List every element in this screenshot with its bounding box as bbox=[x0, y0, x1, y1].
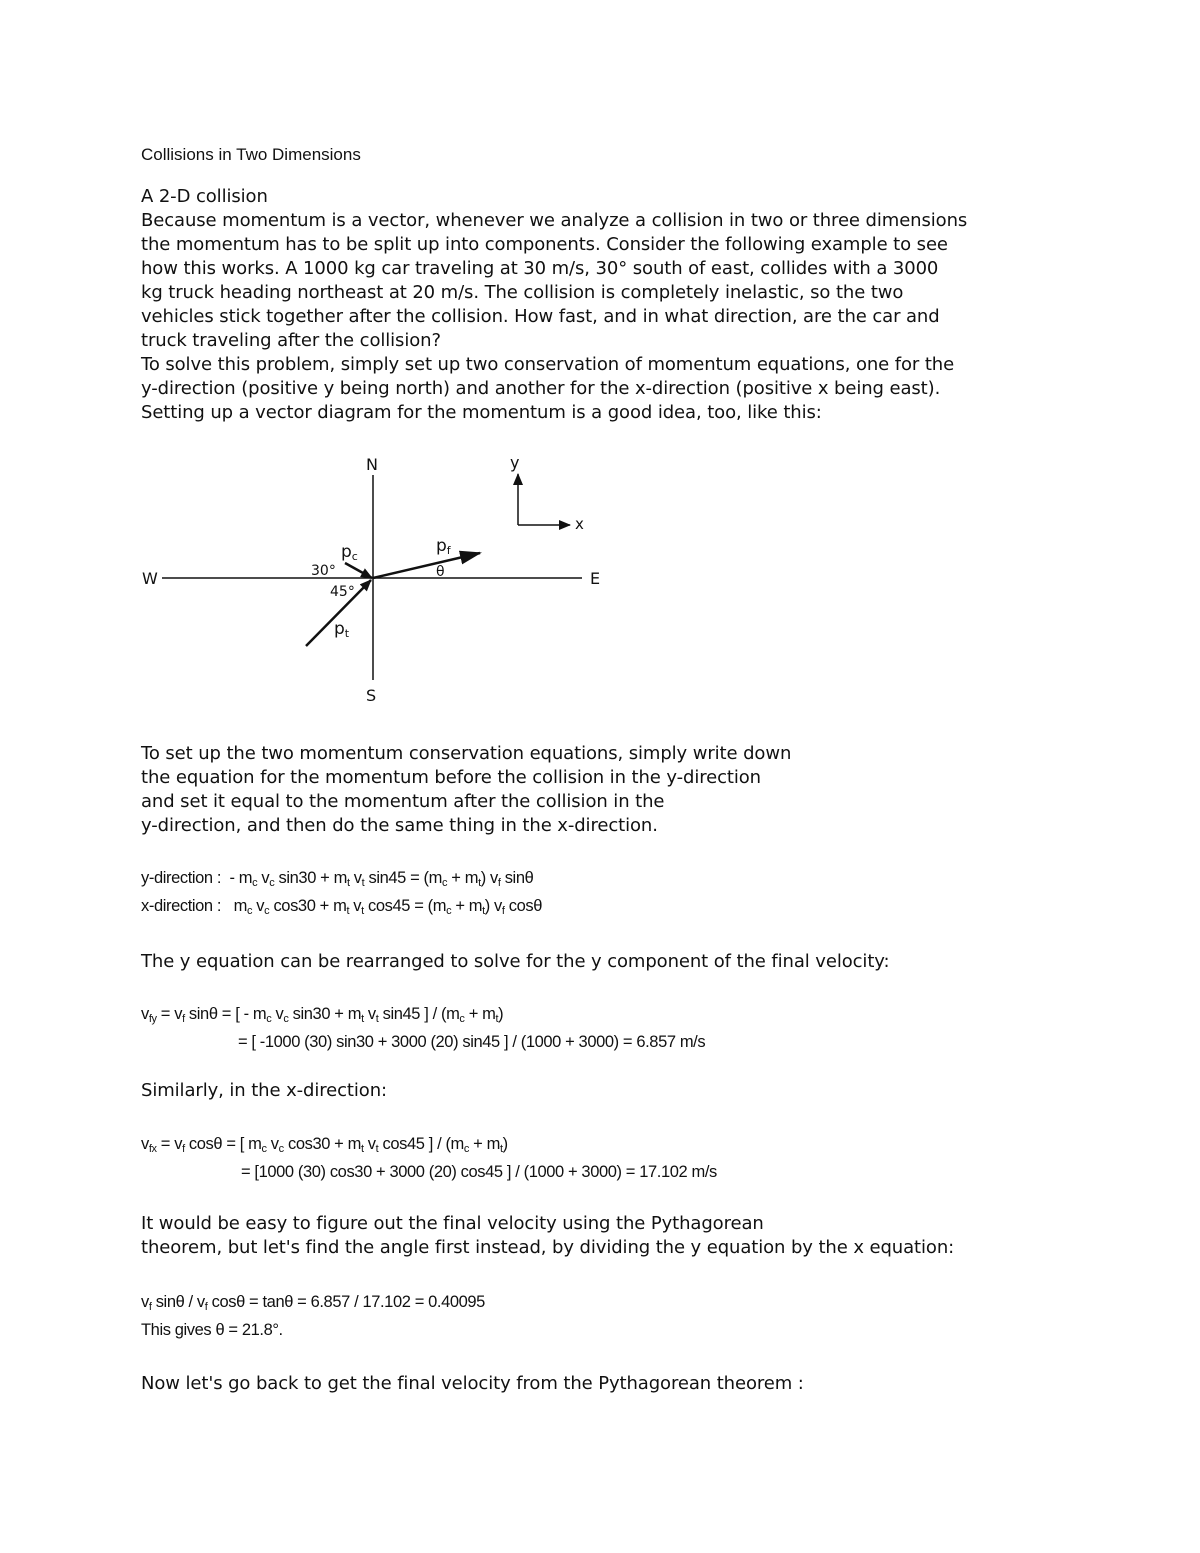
text-line: vehicles stick together after the collision. How fast, and in what direction, are the car and bbox=[141, 306, 940, 327]
x-direction-equation: x-direction : $m_c$ $v_c$ $\cos 30 + m_t$ $v_t$ $\cos 45 = (m_c + m_t)$ $v_f$ cosθ bbox=[141, 897, 543, 917]
south-label: S bbox=[366, 686, 377, 705]
text-line: how this works. A 1000 kg car traveling at 30 m/s, 30° south of east, collides with a 3000 bbox=[141, 258, 939, 279]
final-momentum-vector bbox=[373, 553, 480, 578]
angle-30-label: 30° bbox=[311, 563, 336, 579]
similarly-paragraph: Similarly, in the x-direction: bbox=[141, 1080, 387, 1101]
final-momentum-label: pf bbox=[436, 536, 451, 557]
west-label: W bbox=[142, 569, 158, 588]
truck-momentum-label: pt bbox=[334, 619, 350, 640]
vfy-equation bbox=[141, 1000, 1141, 1056]
vfx-equation bbox=[141, 1130, 1141, 1186]
vfy-result: = [ -1000 (30) sin30 + 3000 (20) sin45 ] / (1000 + 3000) = 6.857 m/s bbox=[238, 1033, 706, 1051]
vfx-formula: $v_{fx} = v_f$ cosθ = [ $m_c$ $v_c$ $\cos 30 + m_t$ $v_t$ cos45 ] / $(m_c + m_t)$ bbox=[141, 1135, 508, 1155]
x-axis-label: x bbox=[575, 515, 584, 533]
car-momentum-label: pc bbox=[341, 542, 358, 563]
y-direction-equation: y-direction : - $m_c$ $v_c$ $\sin 30 + m_t$ $v_t$ $\sin 45 = (m_c + m_t)$ $v_f$ sinθ bbox=[141, 869, 534, 889]
car-momentum-vector bbox=[345, 563, 372, 578]
final-paragraph: Now let's go back to get the final velocity from the Pythagorean theorem : bbox=[141, 1373, 804, 1394]
text-line: Because momentum is a vector, whenever we analyze a collision in two or three dimensions bbox=[141, 210, 968, 231]
text-line: It would be easy to figure out the final velocity using the Pythagorean bbox=[141, 1213, 764, 1234]
momentum-equations bbox=[141, 864, 1141, 920]
text-line: y-direction (positive y being north) and another for the x-direction (positive x being east). bbox=[141, 378, 941, 399]
text-line: the equation for the momentum before the collision in the y-direction bbox=[141, 767, 761, 788]
angle-45-label: 45° bbox=[330, 584, 355, 600]
text-line: To set up the two momentum conservation equations, simply write down bbox=[141, 743, 792, 764]
text-line: To solve this problem, simply set up two conservation of momentum equations, one for the bbox=[141, 354, 955, 375]
text-line: truck traveling after the collision? bbox=[141, 330, 441, 351]
momentum-vector-diagram bbox=[0, 0, 1200, 720]
rearrange-paragraph: The y equation can be rearranged to solve for the y component of the final velocity: bbox=[141, 951, 890, 972]
easy-paragraph bbox=[141, 1212, 1141, 1260]
text-line: y-direction, and then do the same thing in the x-direction. bbox=[141, 815, 658, 836]
setup-paragraph bbox=[141, 742, 1141, 838]
theta-label: θ bbox=[436, 564, 445, 580]
tan-equation bbox=[141, 1288, 1141, 1344]
text-line: and set it equal to the momentum after the collision in the bbox=[141, 791, 665, 812]
page-title: Collisions in Two Dimensions bbox=[141, 145, 361, 164]
vfy-formula: $v_{fy} = v_f$ sinθ = [ - $m_c$ $v_c$ $\sin 30 + m_t$ $v_t$ sin45 ] / $(m_c + m_t)$ bbox=[141, 1005, 504, 1025]
tan-formula: $v_f$ sinθ / $v_f$ cosθ = tanθ = 6.857 / 17.102 = 0.40095 bbox=[141, 1293, 485, 1313]
east-label: E bbox=[590, 569, 601, 588]
y-axis-label: y bbox=[510, 453, 520, 472]
vfx-result: = [1000 (30) cos30 + 3000 (20) cos45 ] / (1000 + 3000) = 17.102 m/s bbox=[241, 1163, 717, 1181]
tan-result: This gives θ = 21.8°. bbox=[141, 1321, 283, 1339]
text-line: theorem, but let's find the angle first instead, by dividing the y equation by the x equation: bbox=[141, 1237, 955, 1258]
text-line: kg truck heading northeast at 20 m/s. The collision is completely inelastic, so the two bbox=[141, 282, 904, 303]
text-line: Setting up a vector diagram for the momentum is a good idea, too, like this: bbox=[141, 402, 822, 423]
north-label: N bbox=[366, 455, 378, 474]
section-heading: A 2-D collision bbox=[141, 186, 268, 207]
text-line: the momentum has to be split up into components. Consider the following example to see bbox=[141, 234, 948, 255]
